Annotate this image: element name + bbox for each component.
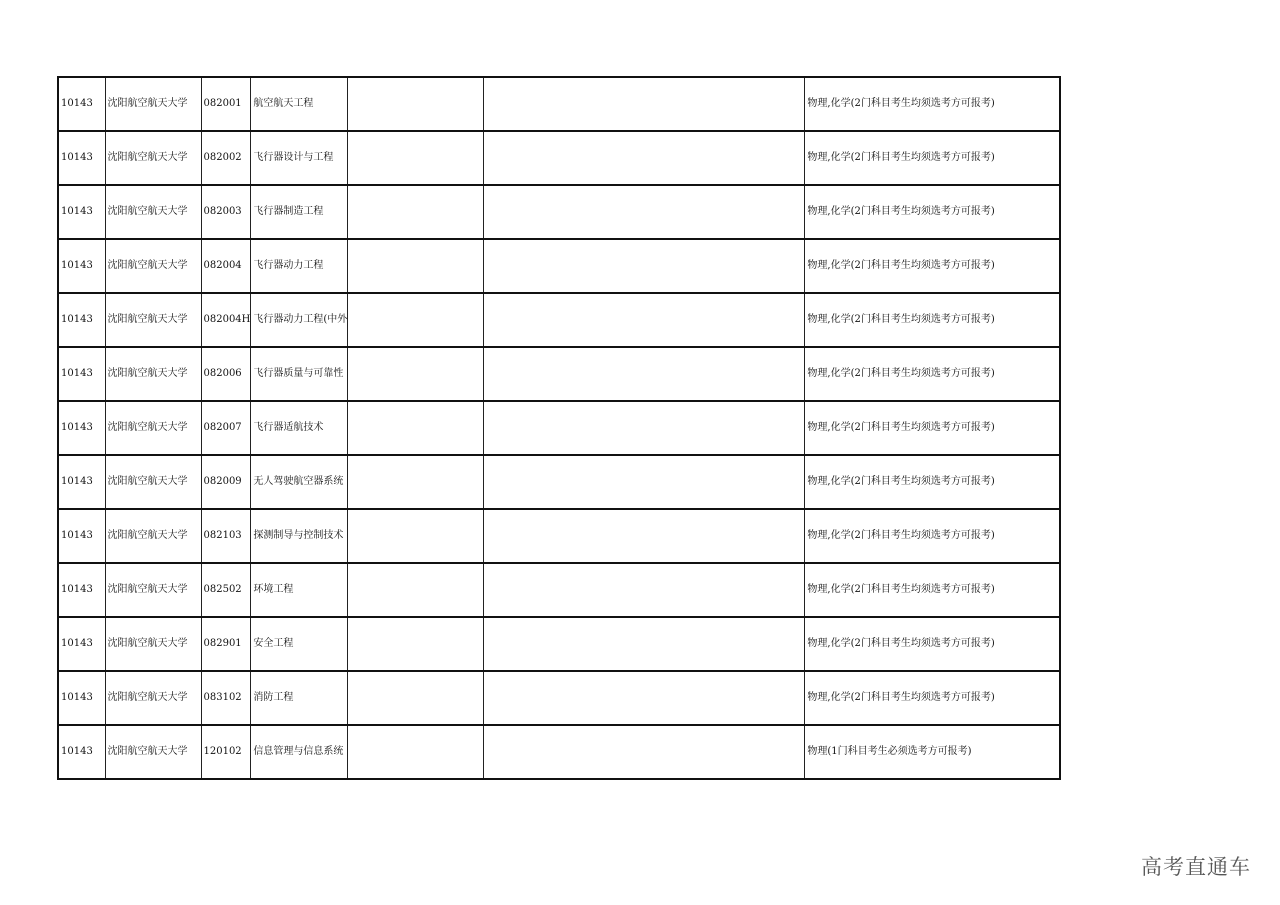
school-name-cell: 沈阳航空航天大学 <box>105 185 201 239</box>
blank-cell <box>484 293 805 347</box>
table-row <box>58 509 1060 563</box>
major-name-cell: 航空航天工程 <box>251 77 348 131</box>
school-code-cell: 10143 <box>58 509 105 563</box>
blank-cell <box>484 131 805 185</box>
blank-cell <box>484 455 805 509</box>
school-code-cell: 10143 <box>58 131 105 185</box>
blank-cell <box>484 401 805 455</box>
school-name-cell: 沈阳航空航天大学 <box>105 617 201 671</box>
subject-requirement-cell: 物理,化学(2门科目考生均须选考方可报考) <box>805 509 1060 563</box>
blank-cell <box>348 239 484 293</box>
blank-cell <box>348 77 484 131</box>
school-code-cell: 10143 <box>58 347 105 401</box>
school-name-cell: 沈阳航空航天大学 <box>105 347 201 401</box>
school-code-cell: 10143 <box>58 455 105 509</box>
subject-requirement-cell: 物理,化学(2门科目考生均须选考方可报考) <box>805 617 1060 671</box>
major-requirements-table <box>57 76 1061 780</box>
table-row <box>58 563 1060 617</box>
subject-requirement-cell: 物理(1门科目考生必须选考方可报考) <box>805 725 1060 779</box>
major-name-cell: 飞行器适航技术 <box>251 401 348 455</box>
table-row <box>58 617 1060 671</box>
major-code-cell: 082004 <box>201 239 251 293</box>
major-code-cell: 120102 <box>201 725 251 779</box>
major-code-cell: 082009 <box>201 455 251 509</box>
blank-cell <box>484 347 805 401</box>
major-code-cell: 082002 <box>201 131 251 185</box>
subject-requirement-cell: 物理,化学(2门科目考生均须选考方可报考) <box>805 131 1060 185</box>
table-row <box>58 77 1060 131</box>
subject-requirement-cell: 物理,化学(2门科目考生均须选考方可报考) <box>805 239 1060 293</box>
major-name-cell: 环境工程 <box>251 563 348 617</box>
major-name-cell: 飞行器设计与工程 <box>251 131 348 185</box>
major-name-cell: 飞行器动力工程(中外 <box>251 293 348 347</box>
subject-requirement-cell: 物理,化学(2门科目考生均须选考方可报考) <box>805 671 1060 725</box>
blank-cell <box>348 347 484 401</box>
major-code-cell: 082103 <box>201 509 251 563</box>
subject-requirement-cell: 物理,化学(2门科目考生均须选考方可报考) <box>805 293 1060 347</box>
school-name-cell: 沈阳航空航天大学 <box>105 725 201 779</box>
major-code-cell: 082001 <box>201 77 251 131</box>
school-name-cell: 沈阳航空航天大学 <box>105 293 201 347</box>
school-name-cell: 沈阳航空航天大学 <box>105 77 201 131</box>
blank-cell <box>484 563 805 617</box>
major-code-cell: 082004H <box>201 293 251 347</box>
subject-requirement-cell: 物理,化学(2门科目考生均须选考方可报考) <box>805 563 1060 617</box>
blank-cell <box>484 185 805 239</box>
blank-cell <box>484 725 805 779</box>
watermark-text: 高考直通车 <box>1141 855 1251 879</box>
table-row <box>58 131 1060 185</box>
subject-requirement-cell: 物理,化学(2门科目考生均须选考方可报考) <box>805 401 1060 455</box>
major-name-cell: 无人驾驶航空器系统 <box>251 455 348 509</box>
table-row <box>58 725 1060 779</box>
school-code-cell: 10143 <box>58 77 105 131</box>
major-code-cell: 082502 <box>201 563 251 617</box>
major-code-cell: 082007 <box>201 401 251 455</box>
major-code-cell: 083102 <box>201 671 251 725</box>
major-name-cell: 飞行器制造工程 <box>251 185 348 239</box>
subject-requirement-cell: 物理,化学(2门科目考生均须选考方可报考) <box>805 77 1060 131</box>
school-code-cell: 10143 <box>58 239 105 293</box>
blank-cell <box>484 617 805 671</box>
school-name-cell: 沈阳航空航天大学 <box>105 671 201 725</box>
blank-cell <box>484 77 805 131</box>
major-name-cell: 安全工程 <box>251 617 348 671</box>
table-row <box>58 455 1060 509</box>
blank-cell <box>484 509 805 563</box>
major-name-cell: 探测制导与控制技术 <box>251 509 348 563</box>
subject-requirement-cell: 物理,化学(2门科目考生均须选考方可报考) <box>805 347 1060 401</box>
table-row <box>58 671 1060 725</box>
subject-requirement-cell: 物理,化学(2门科目考生均须选考方可报考) <box>805 185 1060 239</box>
school-name-cell: 沈阳航空航天大学 <box>105 455 201 509</box>
school-code-cell: 10143 <box>58 671 105 725</box>
major-code-cell: 082006 <box>201 347 251 401</box>
school-name-cell: 沈阳航空航天大学 <box>105 509 201 563</box>
major-name-cell: 飞行器动力工程 <box>251 239 348 293</box>
school-code-cell: 10143 <box>58 293 105 347</box>
major-code-cell: 082003 <box>201 185 251 239</box>
blank-cell <box>348 617 484 671</box>
blank-cell <box>348 509 484 563</box>
school-name-cell: 沈阳航空航天大学 <box>105 401 201 455</box>
major-name-cell: 消防工程 <box>251 671 348 725</box>
school-code-cell: 10143 <box>58 185 105 239</box>
school-name-cell: 沈阳航空航天大学 <box>105 131 201 185</box>
school-name-cell: 沈阳航空航天大学 <box>105 239 201 293</box>
table-row <box>58 347 1060 401</box>
school-code-cell: 10143 <box>58 617 105 671</box>
blank-cell <box>484 239 805 293</box>
blank-cell <box>348 455 484 509</box>
blank-cell <box>348 563 484 617</box>
table-row <box>58 239 1060 293</box>
major-name-cell: 信息管理与信息系统 <box>251 725 348 779</box>
major-name-cell: 飞行器质量与可靠性 <box>251 347 348 401</box>
blank-cell <box>348 131 484 185</box>
table-row <box>58 293 1060 347</box>
table-body <box>58 77 1060 779</box>
blank-cell <box>348 185 484 239</box>
blank-cell <box>484 671 805 725</box>
table-row <box>58 185 1060 239</box>
subject-requirement-cell: 物理,化学(2门科目考生均须选考方可报考) <box>805 455 1060 509</box>
blank-cell <box>348 401 484 455</box>
table-row <box>58 401 1060 455</box>
major-code-cell: 082901 <box>201 617 251 671</box>
blank-cell <box>348 725 484 779</box>
blank-cell <box>348 671 484 725</box>
school-name-cell: 沈阳航空航天大学 <box>105 563 201 617</box>
school-code-cell: 10143 <box>58 401 105 455</box>
school-code-cell: 10143 <box>58 563 105 617</box>
blank-cell <box>348 293 484 347</box>
school-code-cell: 10143 <box>58 725 105 779</box>
